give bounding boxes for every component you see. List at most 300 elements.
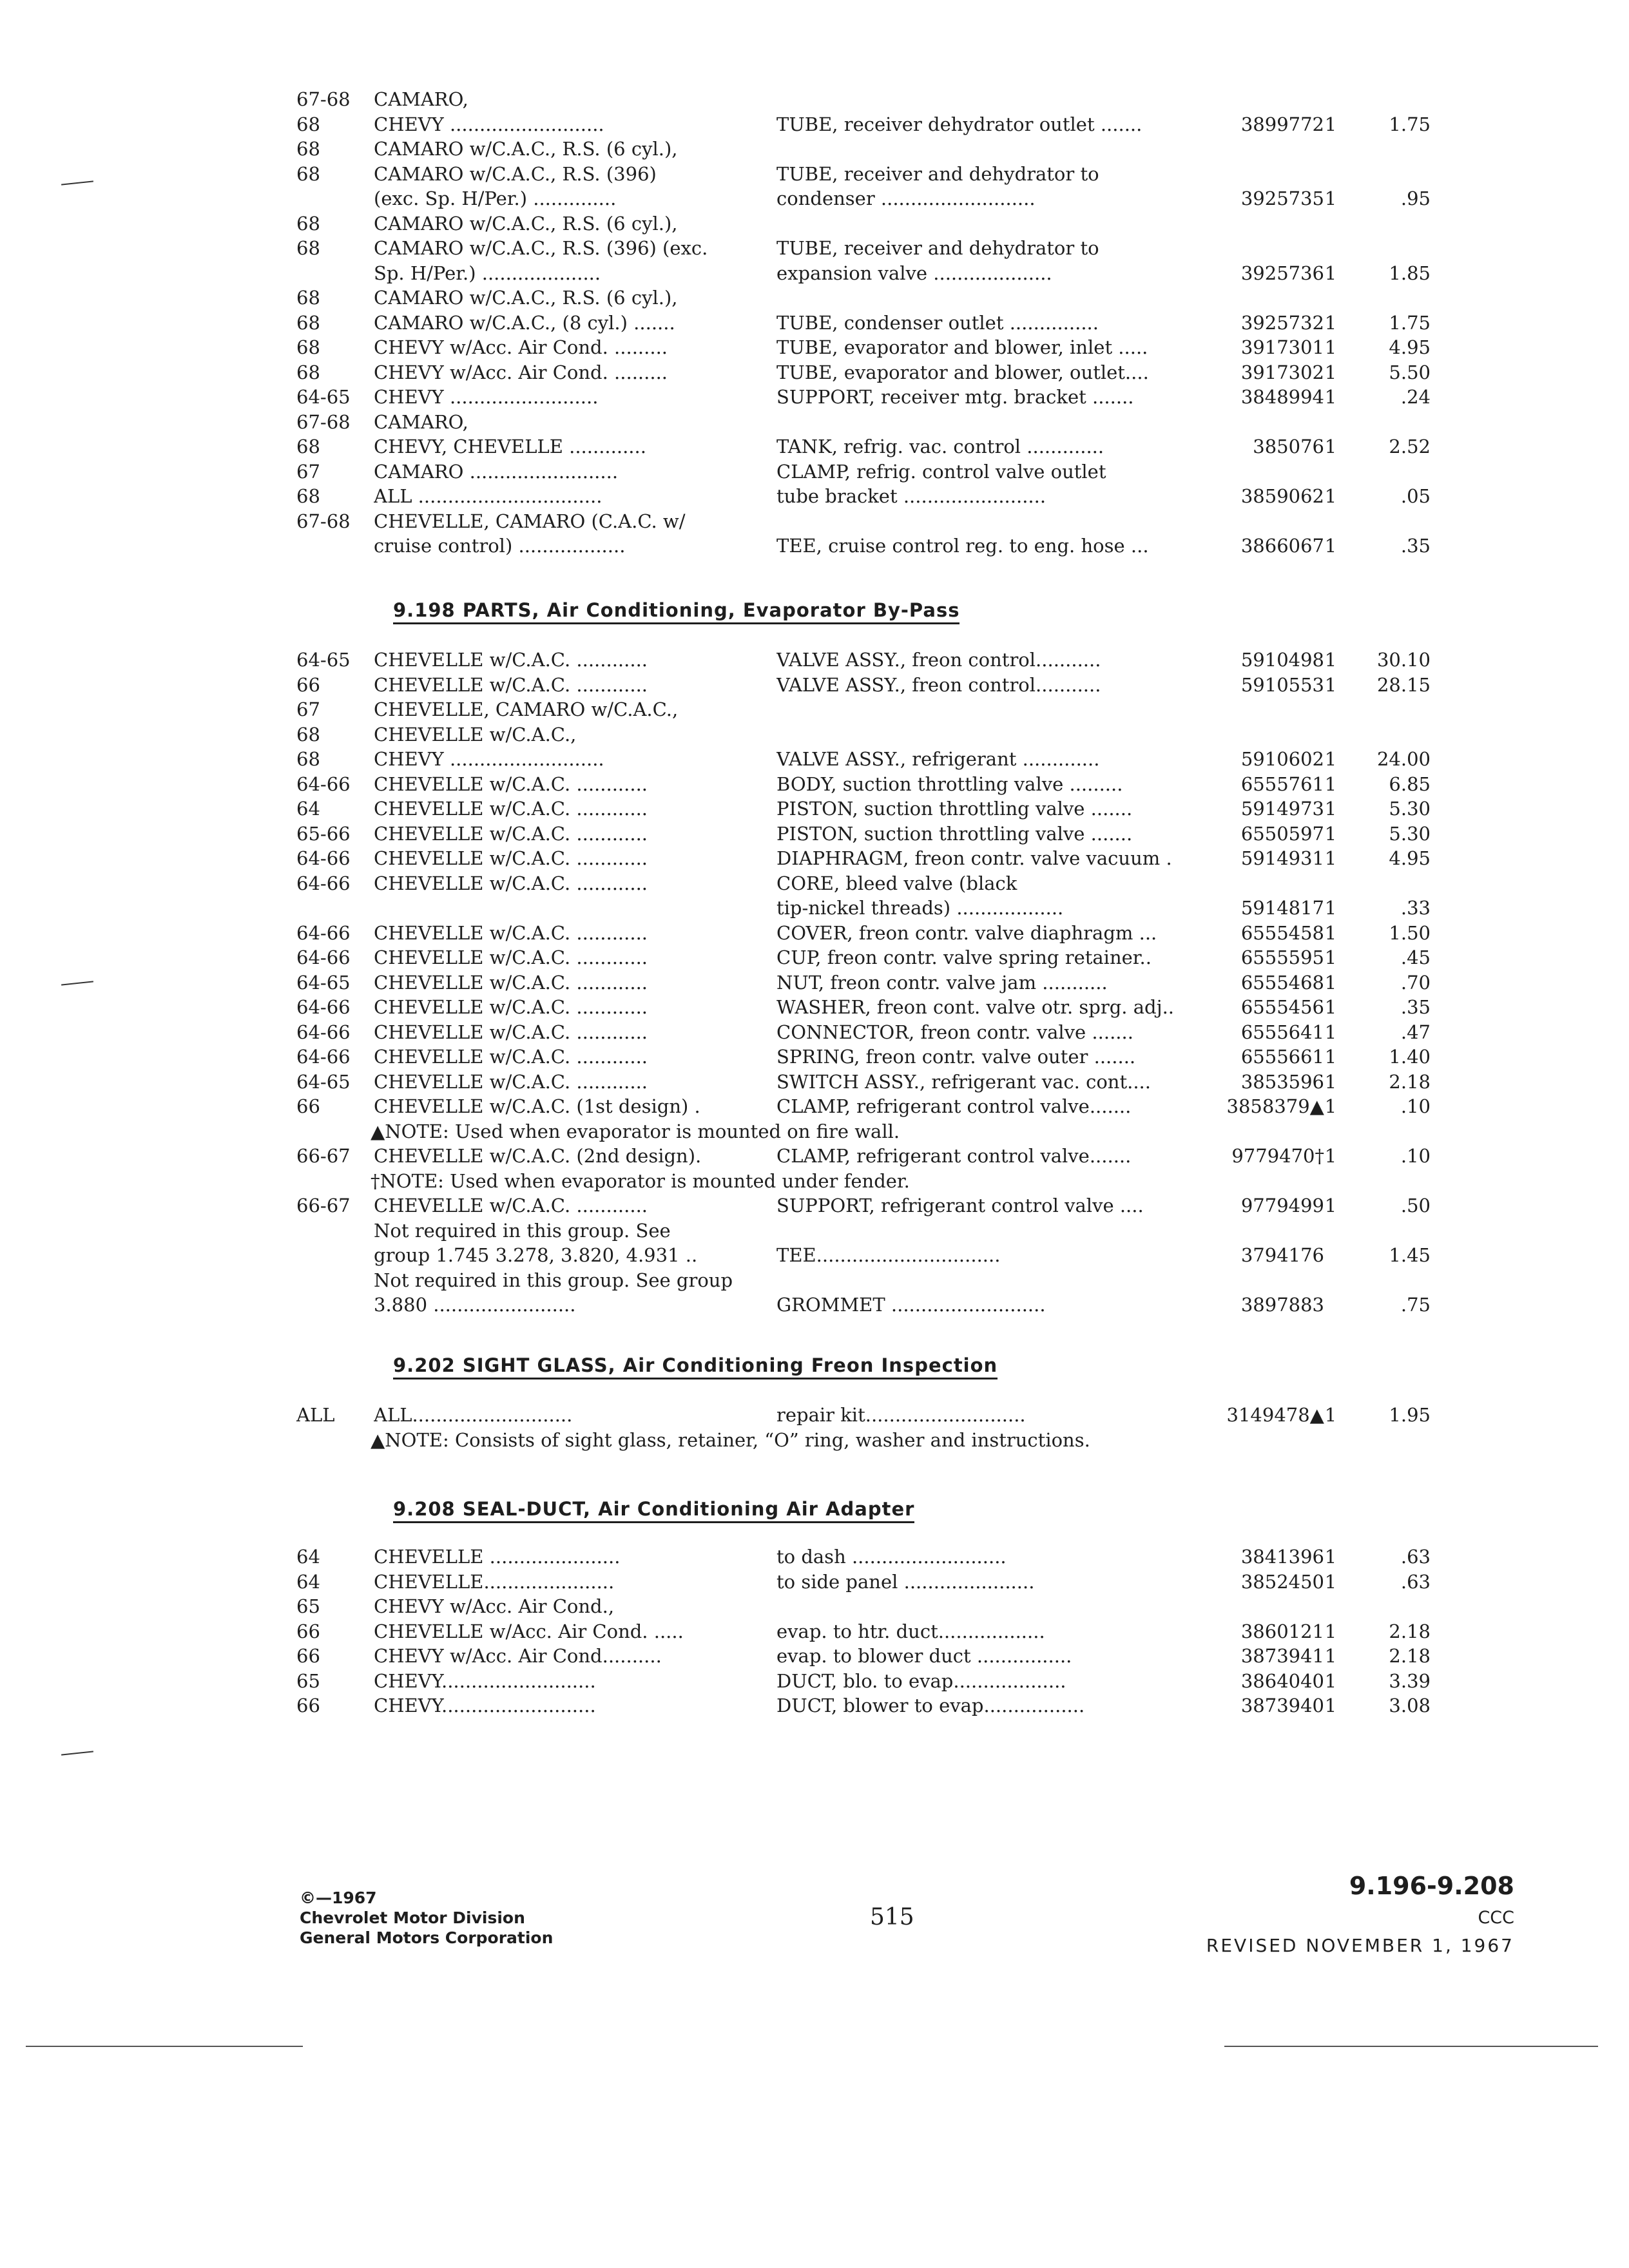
model-cell: CHEVY w/Acc. Air Cond. ......... (374, 361, 668, 383)
part-number-cell: 6555458 (1240, 922, 1324, 944)
table-row (0, 434, 1629, 460)
description-cell: CUP, freon contr. valve spring retainer.. (776, 947, 1152, 968)
model-cell: CHEVELLE, CAMARO (C.A.C. w/ (374, 510, 686, 532)
year-cell: 68 (296, 748, 320, 770)
year-cell: 64-66 (296, 996, 351, 1018)
model-cell: CHEVY.......................... (374, 1695, 596, 1716)
year-cell: 68 (296, 724, 320, 745)
description-cell: TEE............................... (776, 1244, 1001, 1266)
section-title-9-208: 9.208 SEAL-DUCT, Air Conditioning Air Adapter (393, 1498, 914, 1523)
year-cell: ALL (296, 1404, 335, 1426)
year-cell: 67 (296, 698, 320, 720)
table-row (0, 533, 1629, 559)
quantity-cell: 1 (1324, 897, 1337, 919)
model-cell: CHEVY, CHEVELLE ............. (374, 436, 646, 457)
part-number-cell: 3917301 (1240, 336, 1324, 358)
table-row (0, 673, 1629, 698)
table-row (0, 697, 1629, 723)
part-number-cell: 3853596 (1240, 1071, 1324, 1093)
model-cell: CHEVELLE ...................... (374, 1546, 621, 1568)
year-cell: 65 (296, 1595, 320, 1617)
description-cell: TUBE, condenser outlet ............... (776, 312, 1099, 334)
quantity-cell: 1 (1324, 1670, 1337, 1692)
table-row (0, 137, 1629, 162)
model-cell: CHEVELLE w/C.A.C. ............ (374, 1195, 648, 1216)
section-title-9-198: 9.198 PARTS, Air Conditioning, Evaporator By-Pass (393, 599, 959, 624)
description-cell: COVER, freon contr. valve diaphragm ... (776, 922, 1157, 944)
price-cell: 1.45 (1389, 1244, 1431, 1266)
model-cell: CHEVELLE w/C.A.C. ............ (374, 823, 648, 845)
price-cell: 1.75 (1389, 113, 1431, 135)
part-number-cell: 5914931 (1240, 847, 1324, 869)
year-cell: 64 (296, 1571, 320, 1593)
description-cell: TUBE, receiver and dehydrator to (776, 237, 1099, 259)
table-row (0, 1644, 1629, 1669)
quantity-cell: 1 (1324, 1571, 1337, 1593)
year-cell: 64-66 (296, 773, 351, 795)
part-number-cell: 3925736 (1240, 262, 1324, 284)
table-row (0, 311, 1629, 336)
part-number-cell: 5914973 (1240, 798, 1324, 820)
model-cell: CHEVELLE...................... (374, 1571, 615, 1593)
model-cell: CHEVY w/Acc. Air Cond., (374, 1595, 615, 1617)
model-cell: CHEVELLE w/C.A.C. ............ (374, 872, 648, 894)
table-row (0, 410, 1629, 436)
quantity-cell: 1 (1324, 1095, 1337, 1117)
table-row (0, 995, 1629, 1021)
description-cell: TUBE, evaporator and blower, outlet.... (776, 361, 1149, 383)
quantity-cell: 1 (1324, 1620, 1337, 1642)
year-cell: 65-66 (296, 823, 351, 845)
table-row (0, 335, 1629, 361)
part-number-cell: 3917302 (1240, 361, 1324, 383)
model-cell: CHEVELLE w/C.A.C., (374, 724, 577, 745)
price-cell: 2.18 (1389, 1645, 1431, 1667)
quantity-cell: 1 (1324, 485, 1337, 507)
model-cell: CHEVELLE, CAMARO w/C.A.C., (374, 698, 679, 720)
description-cell: NUT, freon contr. valve jam ........... (776, 972, 1108, 994)
price-cell: 3.39 (1389, 1670, 1431, 1692)
description-cell: DUCT, blower to evap................. (776, 1695, 1085, 1716)
description-cell: GROMMET .......................... (776, 1294, 1046, 1316)
quantity-cell: 1 (1324, 436, 1337, 457)
model-cell: CAMARO w/C.A.C., R.S. (396) (374, 163, 657, 185)
description-cell: TUBE, receiver and dehydrator to (776, 163, 1099, 185)
table-row (0, 459, 1629, 485)
price-cell: 28.15 (1376, 674, 1431, 696)
part-number-cell: 3897883 (1240, 1294, 1324, 1316)
part-number-cell: 3860121 (1240, 1620, 1324, 1642)
description-cell: CORE, bleed valve (black (776, 872, 1017, 894)
table-row (0, 1594, 1629, 1620)
description-cell: evap. to htr. duct.................. (776, 1620, 1045, 1642)
quantity-cell: 1 (1324, 649, 1337, 671)
part-number-cell: 6555595 (1240, 947, 1324, 968)
year-cell: 65 (296, 1670, 320, 1692)
year-cell: 66 (296, 1645, 320, 1667)
year-cell: 68 (296, 287, 320, 309)
quantity-cell: 1 (1324, 113, 1337, 135)
price-cell: .63 (1400, 1571, 1431, 1593)
model-cell: CHEVELLE w/C.A.C. ............ (374, 922, 648, 944)
model-cell: group 1.745 3.278, 3.820, 4.931 .. (374, 1244, 698, 1266)
quantity-cell: 1 (1324, 312, 1337, 334)
year-cell: 66 (296, 674, 320, 696)
part-number-cell: 3873940 (1240, 1695, 1324, 1716)
part-number-cell: 3864040 (1240, 1670, 1324, 1692)
table-row (0, 970, 1629, 996)
part-number-cell: 3149478▲ (1226, 1404, 1324, 1426)
model-cell: CHEVELLE w/C.A.C. ............ (374, 649, 648, 671)
part-number-cell: 3794176 (1240, 1244, 1324, 1266)
footnote: ▲NOTE: Consists of sight glass, retainer, “O” ring, washer and instructions. (371, 1429, 1090, 1451)
quantity-cell: 1 (1324, 773, 1337, 795)
footnote: ▲NOTE: Used when evaporator is mounted on fire wall. (371, 1120, 900, 1142)
quantity-cell: 1 (1324, 847, 1337, 869)
price-cell: 3.08 (1389, 1695, 1431, 1716)
part-number-cell: 3873941 (1240, 1645, 1324, 1667)
price-cell: 1.85 (1389, 262, 1431, 284)
table-row (0, 722, 1629, 748)
table-row (0, 1268, 1629, 1294)
model-cell: ALL........................... (374, 1404, 573, 1426)
table-row (0, 385, 1629, 410)
model-cell: CHEVY w/Acc. Air Cond.......... (374, 1645, 662, 1667)
description-cell: CLAMP, refrig. control valve outlet (776, 461, 1106, 483)
part-number-cell: 9779499 (1240, 1195, 1324, 1216)
table-row (0, 921, 1629, 947)
price-cell: 2.52 (1389, 436, 1431, 457)
quantity-cell: 1 (1324, 386, 1337, 408)
price-cell: 24.00 (1376, 748, 1431, 770)
price-cell: .10 (1400, 1095, 1431, 1117)
year-cell: 66-67 (296, 1145, 351, 1167)
part-number-cell: 6555468 (1240, 972, 1324, 994)
quantity-cell: 1 (1324, 996, 1337, 1018)
part-number-cell: 3848994 (1240, 386, 1324, 408)
year-cell: 64-65 (296, 1071, 351, 1093)
year-cell: 64 (296, 1546, 320, 1568)
year-cell: 68 (296, 237, 320, 259)
quantity-cell: 1 (1324, 1695, 1337, 1716)
description-cell: tip-nickel threads) .................. (776, 897, 1064, 919)
model-cell: ALL ............................... (374, 485, 602, 507)
year-cell: 66 (296, 1095, 320, 1117)
model-cell: CHEVY ......................... (374, 386, 599, 408)
price-cell: .95 (1400, 187, 1431, 209)
year-cell: 64 (296, 798, 320, 820)
price-cell: 30.10 (1376, 649, 1431, 671)
year-cell: 66-67 (296, 1195, 351, 1216)
year-cell: 67-68 (296, 411, 351, 433)
table-row (0, 1403, 1629, 1428)
price-cell: 1.75 (1389, 312, 1431, 334)
description-cell: TANK, refrig. vac. control ............. (776, 436, 1104, 457)
table-row (0, 236, 1629, 262)
description-cell: VALVE ASSY., freon control........... (776, 649, 1101, 671)
model-cell: cruise control) .................. (374, 535, 626, 557)
part-number-cell: 6555456 (1240, 996, 1324, 1018)
table-row (0, 1218, 1629, 1244)
section-title-9-202: 9.202 SIGHT GLASS, Air Conditioning Freon Inspection (393, 1354, 998, 1379)
year-cell: 68 (296, 436, 320, 457)
price-cell: .05 (1400, 485, 1431, 507)
model-cell: CHEVELLE w/C.A.C. ............ (374, 847, 648, 869)
model-cell: CAMARO, (374, 88, 468, 110)
table-row (0, 747, 1629, 773)
description-cell: to side panel ...................... (776, 1571, 1035, 1593)
description-cell: evap. to blower duct ................ (776, 1645, 1072, 1667)
price-cell: .70 (1400, 972, 1431, 994)
model-cell: CHEVELLE w/C.A.C. (1st design) . (374, 1095, 700, 1117)
price-cell: 4.95 (1389, 336, 1431, 358)
table-row (0, 360, 1629, 386)
quantity-cell: 1 (1324, 336, 1337, 358)
price-cell: 1.40 (1389, 1046, 1431, 1068)
table-row (0, 261, 1629, 287)
model-cell: CHEVELLE w/C.A.C. ............ (374, 996, 648, 1018)
table-row (0, 871, 1629, 897)
part-number-cell: 5910498 (1240, 649, 1324, 671)
model-cell: CAMARO ......................... (374, 461, 619, 483)
quantity-cell: 1 (1324, 361, 1337, 383)
year-cell: 67-68 (296, 510, 351, 532)
quantity-cell: 1 (1324, 1021, 1337, 1043)
model-cell: CAMARO, (374, 411, 468, 433)
quantity-cell: 1 (1324, 823, 1337, 845)
quantity-cell: 1 (1324, 922, 1337, 944)
quantity-cell: 1 (1324, 1046, 1337, 1068)
price-cell: .33 (1400, 897, 1431, 919)
year-cell: 68 (296, 113, 320, 135)
description-cell: TUBE, evaporator and blower, inlet ..... (776, 336, 1148, 358)
model-cell: CHEVELLE w/C.A.C. ............ (374, 1046, 648, 1068)
description-cell: condenser .......................... (776, 187, 1036, 209)
year-cell: 66 (296, 1620, 320, 1642)
model-cell: CHEVELLE w/C.A.C. ............ (374, 972, 648, 994)
year-cell: 64-65 (296, 386, 351, 408)
description-cell: TUBE, receiver dehydrator outlet ....... (776, 113, 1142, 135)
page-number: 515 (870, 1904, 914, 1930)
description-cell: SUPPORT, refrigerant control valve .... (776, 1195, 1144, 1216)
price-cell: 2.18 (1389, 1071, 1431, 1093)
catalog-code: CCC (1478, 1908, 1514, 1928)
model-cell: CAMARO w/C.A.C., (8 cyl.) ....... (374, 312, 675, 334)
part-number-cell: 3859062 (1240, 485, 1324, 507)
table-row (0, 162, 1629, 187)
table-row (0, 1144, 1629, 1169)
price-cell: 1.50 (1389, 922, 1431, 944)
table-row (0, 896, 1629, 921)
description-cell: SWITCH ASSY., refrigerant vac. cont.... (776, 1071, 1151, 1093)
year-cell: 64-66 (296, 872, 351, 894)
revision-date: REVISED NOVEMBER 1, 1967 (1206, 1935, 1514, 1956)
part-number-cell: 3841396 (1240, 1546, 1324, 1568)
footnote: †NOTE: Used when evaporator is mounted under fender. (371, 1170, 910, 1192)
model-cell: CHEVY .......................... (374, 748, 604, 770)
year-cell: 68 (296, 312, 320, 334)
year-cell: 64-65 (296, 649, 351, 671)
quantity-cell: 1 (1324, 947, 1337, 968)
price-cell: 4.95 (1389, 847, 1431, 869)
year-cell: 64-65 (296, 972, 351, 994)
model-cell: CAMARO w/C.A.C., R.S. (6 cyl.), (374, 287, 678, 309)
part-number-cell: 385076 (1253, 436, 1324, 457)
bottom-rule-left (26, 2046, 303, 2047)
year-cell: 64-66 (296, 1021, 351, 1043)
table-row (0, 822, 1629, 847)
price-cell: .24 (1400, 386, 1431, 408)
quantity-cell: 1 (1324, 748, 1337, 770)
description-cell: TEE, cruise control reg. to eng. hose ... (776, 535, 1149, 557)
part-number-cell: 9779470† (1231, 1145, 1324, 1167)
table-row (0, 772, 1629, 798)
price-cell: .75 (1400, 1294, 1431, 1316)
part-number-cell: 6555761 (1240, 773, 1324, 795)
quantity-cell: 1 (1324, 1195, 1337, 1216)
price-cell: 1.95 (1389, 1404, 1431, 1426)
table-row (0, 1619, 1629, 1645)
description-cell: tube bracket ........................ (776, 485, 1046, 507)
quantity-cell: 1 (1324, 535, 1337, 557)
quantity-cell: 1 (1324, 1546, 1337, 1568)
model-cell: CHEVELLE w/C.A.C. ............ (374, 1071, 648, 1093)
table-row (0, 796, 1629, 822)
table-row (0, 945, 1629, 971)
model-cell: Not required in this group. See (374, 1220, 671, 1242)
quantity-cell: 1 (1324, 262, 1337, 284)
part-number-cell: 3858379▲ (1226, 1095, 1324, 1117)
year-cell: 68 (296, 138, 320, 160)
description-cell: VALVE ASSY., freon control........... (776, 674, 1101, 696)
description-cell: PISTON, suction throttling valve ....... (776, 798, 1133, 820)
year-cell: 64-66 (296, 847, 351, 869)
quantity-cell: 1 (1324, 187, 1337, 209)
quantity-cell: 1 (1324, 1071, 1337, 1093)
model-cell: CHEVY.......................... (374, 1670, 596, 1692)
quantity-cell: 1 (1324, 972, 1337, 994)
model-cell: CHEVELLE w/C.A.C. ............ (374, 1021, 648, 1043)
description-cell: VALVE ASSY., refrigerant ............. (776, 748, 1100, 770)
quantity-cell: 1 (1324, 798, 1337, 820)
price-cell: .63 (1400, 1546, 1431, 1568)
part-number-cell: 3852450 (1240, 1571, 1324, 1593)
table-row (0, 1544, 1629, 1570)
model-cell: CHEVELLE w/C.A.C. (2nd design). (374, 1145, 702, 1167)
year-cell: 67-68 (296, 88, 351, 110)
model-cell: CHEVELLE w/C.A.C. ............ (374, 674, 648, 696)
description-cell: SPRING, freon contr. valve outer ....... (776, 1046, 1136, 1068)
description-cell: CONNECTOR, freon contr. valve ....... (776, 1021, 1133, 1043)
footer-publisher (300, 1888, 553, 1948)
table-row (0, 87, 1629, 113)
model-cell: CAMARO w/C.A.C., R.S. (396) (exc. (374, 237, 708, 259)
model-cell: Sp. H/Per.) .................... (374, 262, 601, 284)
section-range: 9.196-9.208 (1349, 1872, 1514, 1900)
year-cell: 68 (296, 336, 320, 358)
year-cell: 68 (296, 485, 320, 507)
description-cell: expansion valve .................... (776, 262, 1052, 284)
part-number-cell: 3925732 (1240, 312, 1324, 334)
part-number-cell: 3866067 (1240, 535, 1324, 557)
table-row (0, 1070, 1629, 1095)
table-row (0, 846, 1629, 872)
table-row (0, 1193, 1629, 1219)
year-cell: 68 (296, 163, 320, 185)
bottom-rule-right (1224, 2046, 1598, 2047)
price-cell: .10 (1400, 1145, 1431, 1167)
part-number-cell: 5910553 (1240, 674, 1324, 696)
model-cell: CAMARO w/C.A.C., R.S. (6 cyl.), (374, 213, 678, 235)
description-cell: repair kit........................... (776, 1404, 1026, 1426)
table-row (0, 1293, 1629, 1318)
margin-mark (61, 1751, 93, 1755)
table-row (0, 285, 1629, 311)
table-row (0, 112, 1629, 138)
copyright: ©—1967 (300, 1888, 377, 1907)
table-row (0, 1020, 1629, 1046)
description-cell: WASHER, freon cont. valve otr. sprg. adj.. (776, 996, 1175, 1018)
table-row (0, 1094, 1629, 1120)
price-cell: .45 (1400, 947, 1431, 968)
part-number-cell: 3925735 (1240, 187, 1324, 209)
model-cell: CHEVELLE w/C.A.C. ............ (374, 773, 648, 795)
model-cell: CHEVY .......................... (374, 113, 604, 135)
description-cell: CLAMP, refrigerant control valve....... (776, 1145, 1132, 1167)
table-row (0, 1243, 1629, 1269)
year-cell: 68 (296, 361, 320, 383)
model-cell: CAMARO w/C.A.C., R.S. (6 cyl.), (374, 138, 678, 160)
price-cell: .47 (1400, 1021, 1431, 1043)
description-cell: DUCT, blo. to evap................... (776, 1670, 1066, 1692)
table-row (0, 1044, 1629, 1070)
table-row (0, 1669, 1629, 1695)
description-cell: BODY, suction throttling valve ......... (776, 773, 1123, 795)
year-cell: 64-66 (296, 922, 351, 944)
year-cell: 64-66 (296, 947, 351, 968)
model-cell: 3.880 ........................ (374, 1294, 576, 1316)
price-cell: 5.30 (1389, 823, 1431, 845)
part-number-cell: 6550597 (1240, 823, 1324, 845)
description-cell: PISTON, suction throttling valve ....... (776, 823, 1133, 845)
model-cell: (exc. Sp. H/Per.) .............. (374, 187, 617, 209)
part-number-cell: 3899772 (1240, 113, 1324, 135)
table-row (0, 509, 1629, 535)
price-cell: 5.30 (1389, 798, 1431, 820)
year-cell: 67 (296, 461, 320, 483)
part-number-cell: 5910602 (1240, 748, 1324, 770)
quantity-cell: 1 (1324, 1645, 1337, 1667)
price-cell: .35 (1400, 996, 1431, 1018)
model-cell: CHEVELLE w/C.A.C. ............ (374, 947, 648, 968)
part-number-cell: 6555661 (1240, 1046, 1324, 1068)
table-row (0, 1570, 1629, 1595)
quantity-cell: 1 (1324, 1145, 1337, 1167)
table-row (0, 211, 1629, 237)
year-cell: 64-66 (296, 1046, 351, 1068)
quantity-cell: 1 (1324, 674, 1337, 696)
table-row (0, 186, 1629, 212)
part-number-cell: 5914817 (1240, 897, 1324, 919)
description-cell: DIAPHRAGM, freon contr. valve vacuum . (776, 847, 1172, 869)
description-cell: CLAMP, refrigerant control valve....... (776, 1095, 1132, 1117)
company-line-2: General Motors Corporation (300, 1928, 554, 1947)
description-cell: to dash .......................... (776, 1546, 1007, 1568)
company-line-1: Chevrolet Motor Division (300, 1908, 525, 1927)
footer-section-info (1160, 1869, 1514, 1959)
description-cell: SUPPORT, receiver mtg. bracket ....... (776, 386, 1134, 408)
year-cell: 68 (296, 213, 320, 235)
